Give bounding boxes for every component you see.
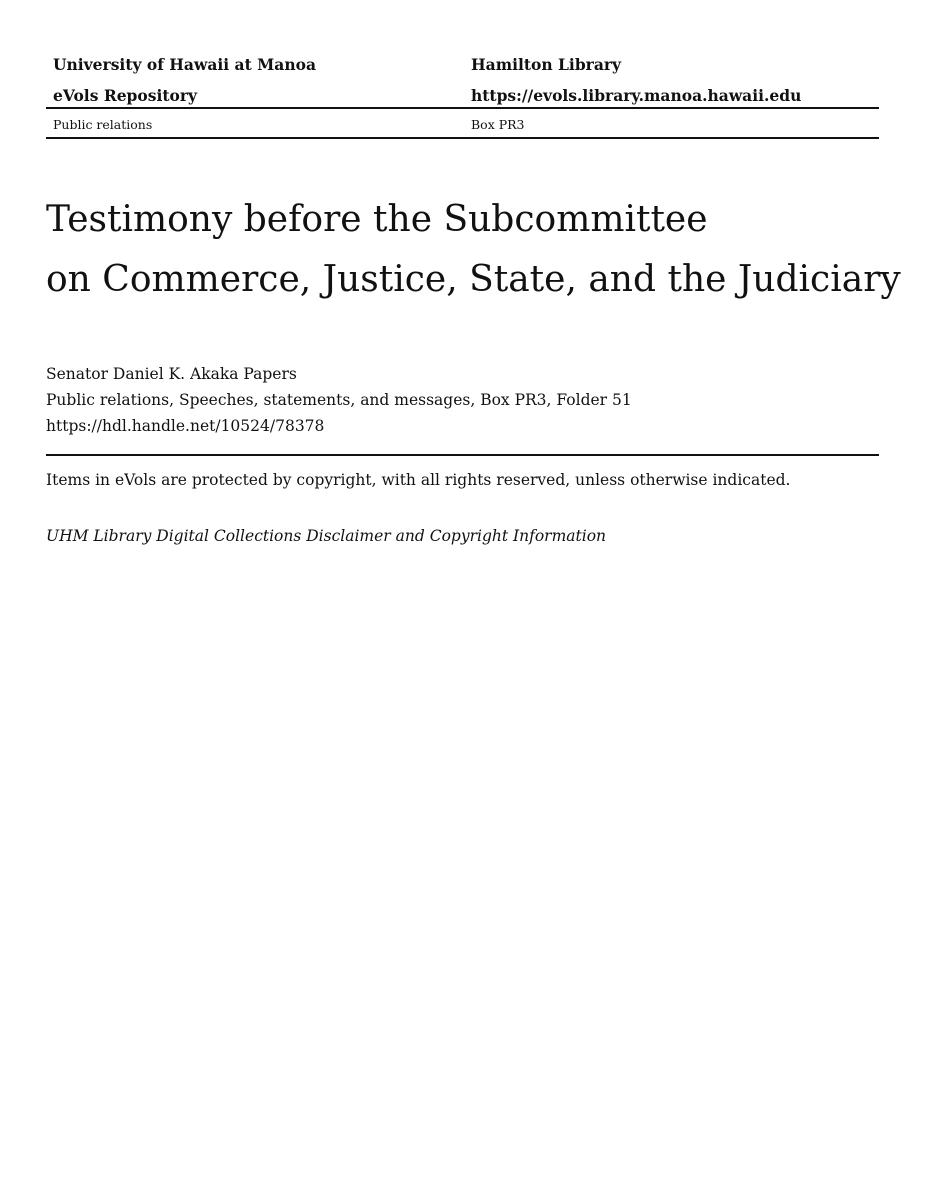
library-name: Hamilton Library — [471, 55, 622, 74]
document-title-line-2: on Commerce, Justice, State, and the Judiciary — [46, 259, 901, 300]
document-title-line-1: Testimony before the Subcommittee — [46, 199, 708, 240]
repository-name: eVols Repository — [53, 86, 198, 105]
header-divider-bottom — [46, 137, 879, 139]
series-label: Public relations — [53, 117, 153, 132]
folder-location: Public relations, Speeches, statements, and messages, Box PR3, Folder 51 — [46, 391, 632, 409]
header-block — [46, 0, 879, 28]
header-divider-top — [46, 107, 879, 109]
rights-statement: Items in eVols are protected by copyright, with all rights reserved, unless otherwise indicated. — [46, 471, 791, 489]
handle-link[interactable]: https://hdl.handle.net/10524/78378 — [46, 417, 325, 435]
document-title — [46, 190, 916, 310]
metadata-divider — [46, 454, 879, 456]
disclaimer-link[interactable]: UHM Library Digital Collections Disclaimer and Copyright Information — [46, 527, 607, 545]
institution-name: University of Hawaii at Manoa — [53, 55, 316, 74]
document-metadata — [46, 361, 632, 439]
repository-url: https://evols.library.manoa.hawaii.edu — [471, 86, 802, 105]
collection-name: Senator Daniel K. Akaka Papers — [46, 365, 297, 383]
box-label: Box PR3 — [471, 117, 525, 132]
